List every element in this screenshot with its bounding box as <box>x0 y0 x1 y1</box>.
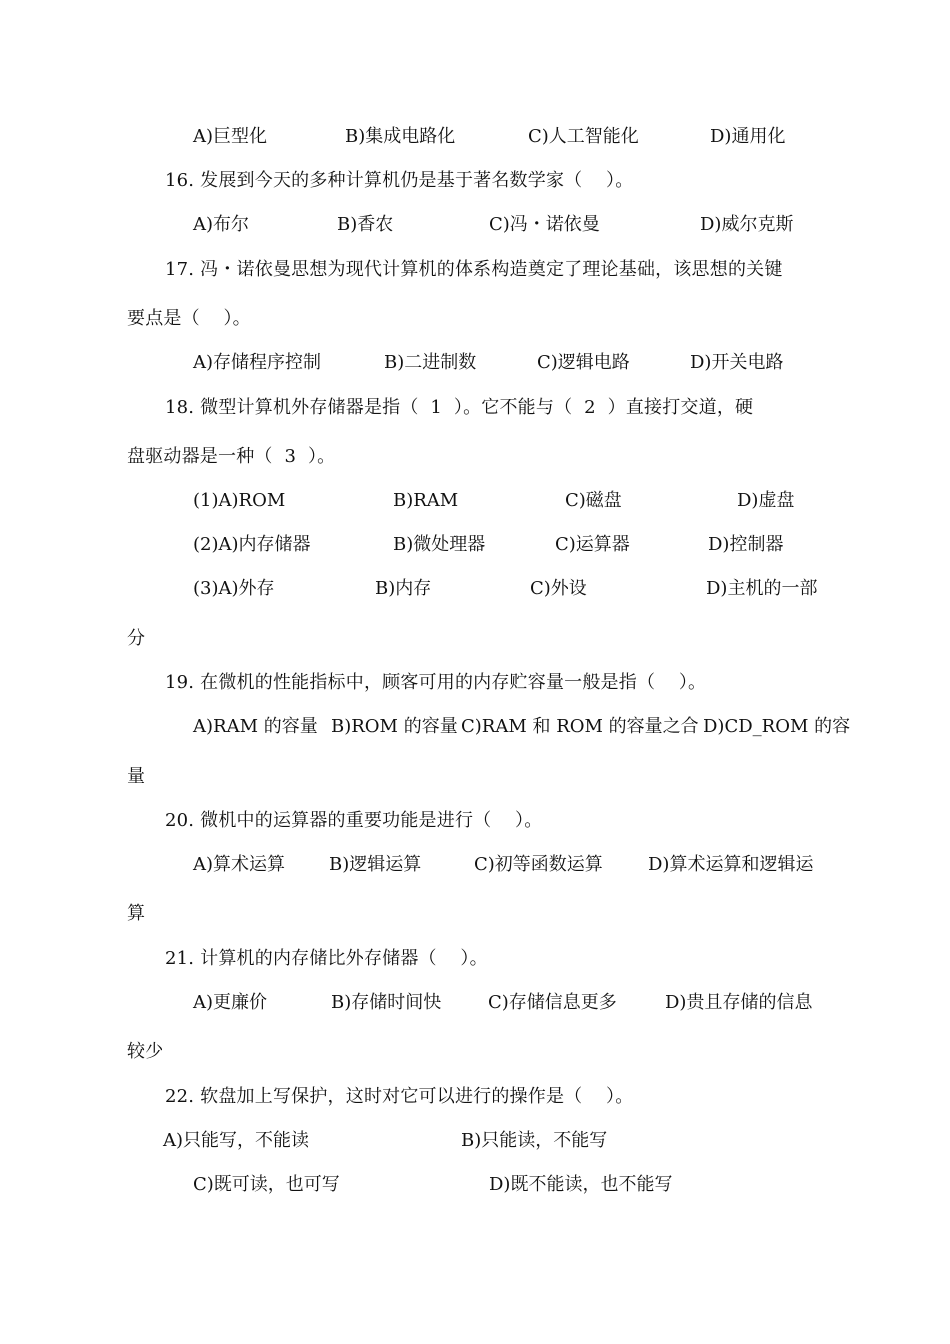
q17-stem-line1: 17. 冯・诺依曼思想为现代计算机的体系构造奠定了理论基础，该思想的关键 <box>165 259 783 280</box>
q20-option-a: A)算术运算 <box>193 854 286 875</box>
q18-row1-b: B)RAM <box>393 490 459 511</box>
q21-option-d: D)贵且存储的信息 <box>665 992 813 1013</box>
q18-stem-line1: 18. 微型计算机外存储器是指（ 1 ）。它不能与（ 2 ）直接打交道，硬 <box>165 397 754 418</box>
q22-option-c: C)既可读，也可写 <box>193 1174 340 1195</box>
q17-option-c: C)逻辑电路 <box>537 352 630 373</box>
q20-option-b: B)逻辑运算 <box>329 854 422 875</box>
q16-option-b: B)香农 <box>337 214 394 235</box>
q16-option-a: A)布尔 <box>193 214 250 235</box>
q22-stem: 22. 软盘加上写保护，这时对它可以进行的操作是（ ）。 <box>165 1086 634 1107</box>
q17-option-a: A)存储程序控制 <box>193 352 322 373</box>
q18-wrap-text: 分 <box>127 628 146 649</box>
q19-option-a: A)RAM 的容量 <box>193 716 318 737</box>
q16-option-c: C)冯・诺依曼 <box>489 214 600 235</box>
q18-row2-b: B)微处理器 <box>393 534 486 555</box>
q17-option-b: B)二进制数 <box>384 352 477 373</box>
q18-row1-d: D)虚盘 <box>737 490 795 511</box>
q18-row3-c: C)外设 <box>530 578 587 599</box>
q21-wrap-text: 较少 <box>127 1041 164 1062</box>
q20-stem: 20. 微机中的运算器的重要功能是进行（ ）。 <box>165 810 543 831</box>
q15-option-d: D)通用化 <box>710 126 786 147</box>
q22-option-d: D)既不能读，也不能写 <box>489 1174 673 1195</box>
q18-row1-a: (1)A)ROM <box>193 490 286 511</box>
q18-row3-d: D)主机的一部 <box>706 578 818 599</box>
q18-row3-a: (3)A)外存 <box>193 578 275 599</box>
q18-row3-b: B)内存 <box>375 578 432 599</box>
q17-option-d: D)开关电路 <box>690 352 784 373</box>
q19-option-d: D)CD_ROM 的容 <box>703 716 851 737</box>
q15-option-c: C)人工智能化 <box>528 126 639 147</box>
q21-option-a: A)更廉价 <box>193 992 268 1013</box>
q21-option-b: B)存储时间快 <box>331 992 442 1013</box>
q18-row2-c: C)运算器 <box>555 534 630 555</box>
q15-option-b: B)集成电路化 <box>345 126 456 147</box>
q22-option-a: A)只能写，不能读 <box>163 1130 310 1151</box>
q18-row2-d: D)控制器 <box>708 534 784 555</box>
q19-option-b: B)ROM 的容量 <box>331 716 458 737</box>
q20-option-c: C)初等函数运算 <box>474 854 603 875</box>
q19-stem: 19. 在微机的性能指标中，顾客可用的内存贮容量一般是指（ ）。 <box>165 672 707 693</box>
q16-option-d: D)威尔克斯 <box>700 214 794 235</box>
q18-row1-c: C)磁盘 <box>565 490 622 511</box>
q15-option-a: A)巨型化 <box>193 126 268 147</box>
q19-wrap-text: 量 <box>127 766 146 787</box>
q17-stem-line2: 要点是（ ）。 <box>127 308 251 329</box>
q18-row2-a: (2)A)内存储器 <box>193 534 311 555</box>
q16-stem: 16. 发展到今天的多种计算机仍是基于著名数学家（ ）。 <box>165 170 634 191</box>
q21-option-c: C)存储信息更多 <box>488 992 617 1013</box>
q19-option-c: C)RAM 和 ROM 的容量之合 <box>461 716 699 737</box>
q18-stem-line2: 盘驱动器是一种（ 3 ）。 <box>127 446 336 467</box>
q21-stem: 21. 计算机的内存储比外存储器（ ）。 <box>165 948 488 969</box>
q22-option-b: B)只能读，不能写 <box>461 1130 608 1151</box>
q20-wrap-text: 算 <box>127 903 146 924</box>
q20-option-d: D)算术运算和逻辑运 <box>648 854 814 875</box>
